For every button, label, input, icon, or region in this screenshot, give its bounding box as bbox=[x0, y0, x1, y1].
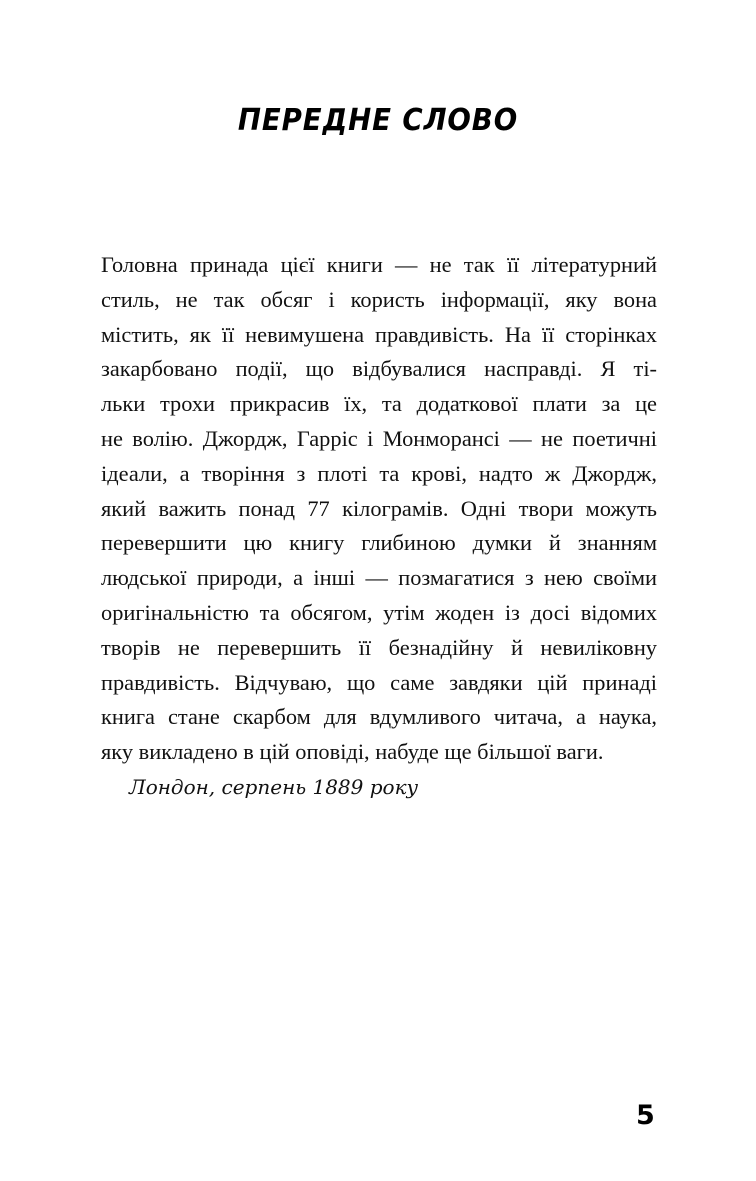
page-number: 5 bbox=[636, 1100, 655, 1131]
text-line: Головна принада цієї книги — не так її літературний bbox=[101, 252, 657, 277]
text-line: оригінальністю та обсягом, утім жоден із досі відомих bbox=[101, 599, 657, 625]
signature-place-date: Лондон, серпень 1889 року bbox=[129, 774, 419, 799]
text-line: не волію. Джордж, Гарріс і Монморансі — не поетичні bbox=[101, 425, 657, 451]
text-line: книга стане скарбом для вдумливого читача, а наука, bbox=[101, 704, 657, 730]
text-line: людської природи, а інші — позмагатися з нею своїми bbox=[101, 565, 657, 591]
foreword-paragraph bbox=[101, 248, 657, 805]
text-line: перевершити цю книгу глибиною думки й знанням bbox=[101, 530, 657, 556]
text-line: який важить понад 77 кілограмів. Одні твори можуть bbox=[101, 495, 657, 521]
text-line: містить, як її невимушена правдивість. На її сторінках bbox=[101, 321, 657, 347]
text-line: стиль, не так обсяг і користь інформації, яку вона bbox=[101, 286, 657, 312]
chapter-title: ПЕРЕДНЕ СЛОВО bbox=[237, 103, 519, 138]
text-line: льки трохи прикрасив їх, та додаткової плати за це bbox=[101, 391, 657, 417]
text-line: ідеали, а творіння з плоті та крові, надто ж Джордж, bbox=[101, 460, 657, 486]
text-line: правдивість. Відчуваю, що саме завдяки цій принаді bbox=[101, 669, 657, 695]
text-line: яку викладено в цій оповіді, набуде ще більшої ваги. bbox=[101, 739, 604, 765]
text-line: творів не перевершить її безнадійну й невиліковну bbox=[101, 634, 657, 660]
text-line: закарбовано події, що відбувалися насправді. Я ті- bbox=[101, 356, 657, 382]
